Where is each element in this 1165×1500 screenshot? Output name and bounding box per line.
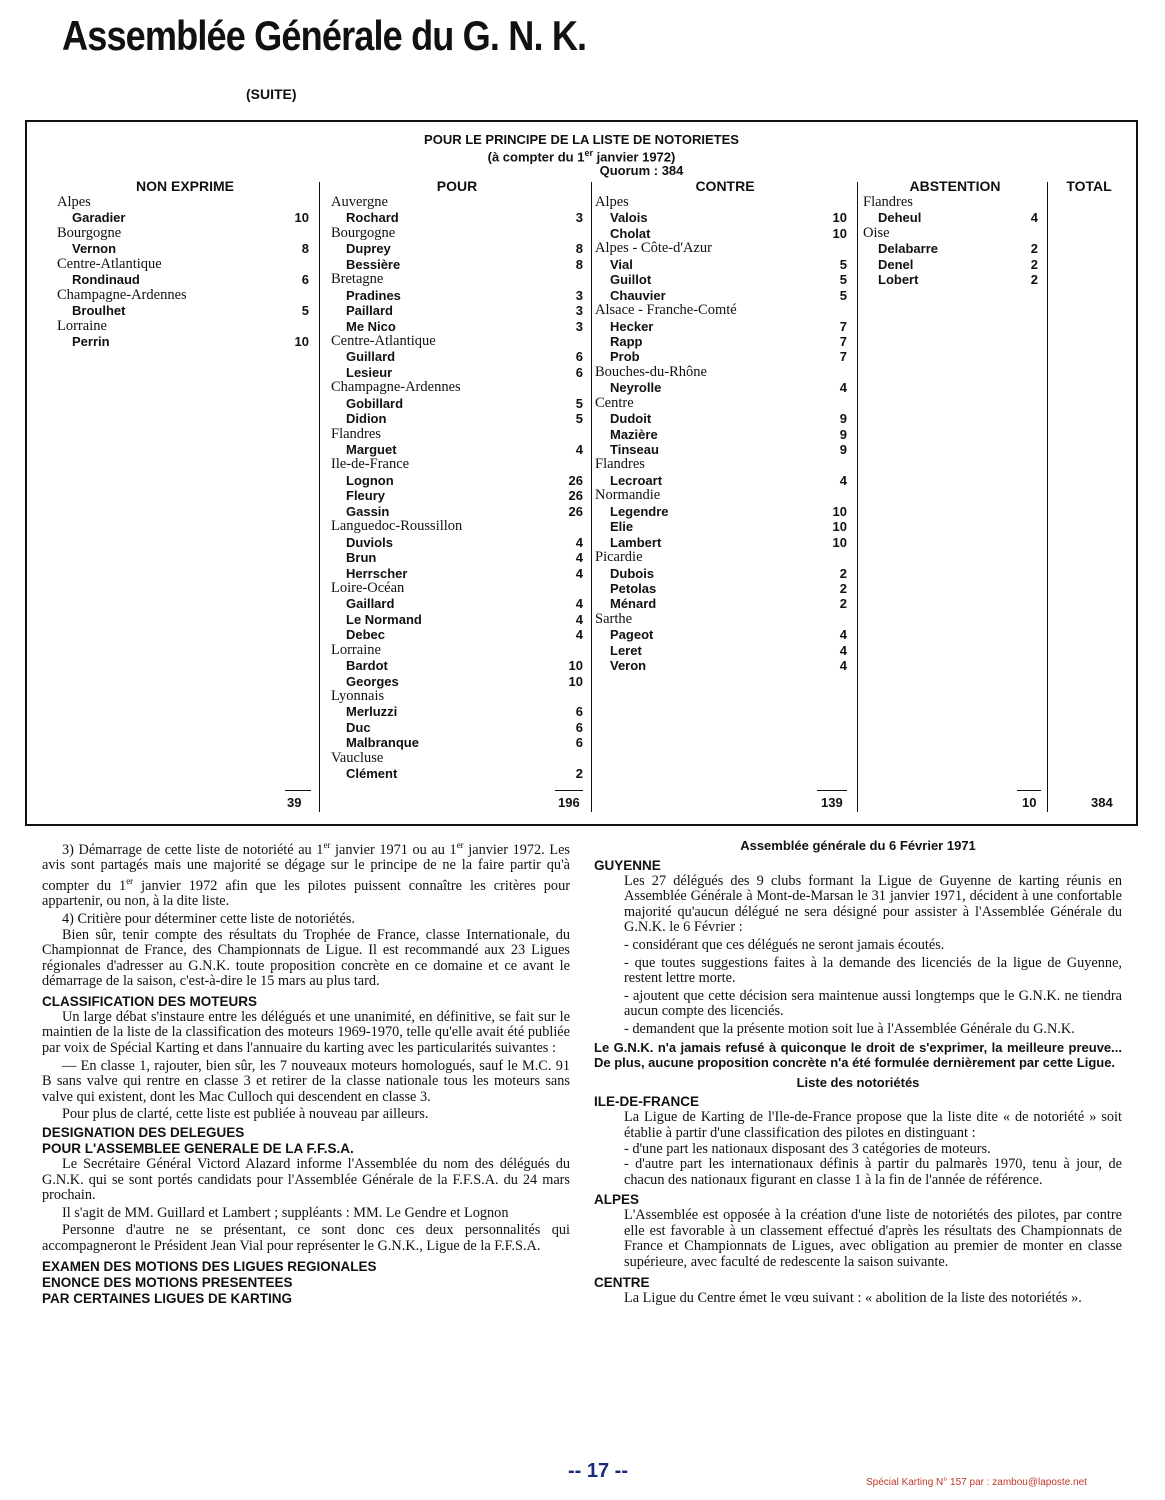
subtitle: (SUITE) (246, 86, 297, 102)
delegate-votes: 6 (301, 272, 309, 288)
delegate-votes: 3 (575, 287, 583, 303)
delegate-row (331, 612, 583, 627)
delegate-name: Debec (346, 627, 386, 643)
delegate-row (595, 226, 847, 241)
delegate-name: Duviols (346, 534, 393, 550)
league-name: Oise (863, 224, 890, 241)
paragraph: - considérant que ces délégués ne seront jamais écoutés. (624, 936, 945, 953)
delegate-votes: 5 (839, 256, 847, 272)
page-number: -- 17 -- (568, 1460, 628, 1482)
delegate-votes: 10 (294, 333, 309, 349)
delegate-row (331, 535, 583, 550)
league-name: Lyonnais (331, 688, 385, 704)
total-pour: 196 (558, 795, 580, 810)
right-column-text (594, 838, 1122, 1306)
page-title: Assemblée Générale du G. N. K. (62, 12, 587, 59)
section-heading: DESIGNATION DES DELEGUES (42, 1125, 245, 1141)
delegate-votes: 2 (839, 580, 847, 596)
delegate-name: Ménard (610, 596, 657, 612)
paragraph: 4) Critière pour déterminer cette liste de notoriétés. (62, 910, 355, 927)
league-name: Bretagne (331, 271, 384, 288)
delegate-row (595, 380, 847, 395)
delegate-votes: 9 (839, 411, 847, 427)
delegate-name: Gassin (346, 503, 390, 519)
league-name: Languedoc-Roussillon (331, 518, 463, 535)
delegate-name: Tinseau (610, 442, 659, 457)
delegate-row (331, 288, 583, 303)
league-name: Bourgogne (57, 224, 122, 241)
section-heading: PAR CERTAINES LIGUES DE KARTING (42, 1290, 293, 1306)
delegate-votes: 8 (575, 241, 583, 257)
column-abstention (863, 195, 1038, 288)
delegate-votes: 3 (575, 318, 583, 334)
delegate-row (331, 241, 583, 256)
col-header-contre: CONTRE (695, 178, 755, 194)
delegate-row (331, 504, 583, 519)
delegate-name: Veron (610, 658, 647, 674)
delegate-row (331, 735, 583, 750)
delegate-votes: 4 (1030, 210, 1038, 226)
delegate-row (331, 658, 583, 673)
delegate-votes: 2 (1030, 256, 1038, 272)
delegate-row (57, 334, 309, 349)
delegate-row (595, 319, 847, 334)
delegate-votes: 26 (568, 472, 583, 488)
league-name: Ile-de-France (331, 456, 410, 473)
delegate-votes: 9 (839, 442, 847, 457)
delegate-name: Gobillard (346, 395, 404, 411)
league-name: Auvergne (331, 194, 388, 210)
delegate-name: Gaillard (346, 596, 395, 612)
section-heading: POUR L'ASSEMBLEE GENERALE DE LA F.F.S.A. (42, 1141, 354, 1157)
delegate-row (595, 566, 847, 581)
delegate-row (595, 535, 847, 550)
delegate-name: Vernon (72, 241, 117, 257)
delegate-row (331, 210, 583, 225)
delegate-votes: 4 (575, 627, 583, 643)
delegate-name: Valois (610, 210, 648, 226)
delegate-row (331, 766, 583, 781)
column-divider (857, 182, 858, 812)
delegate-name: Leret (610, 642, 642, 658)
col-header-abstention: ABSTENTION (909, 178, 1001, 194)
league-name: Champagne-Ardennes (57, 286, 187, 303)
col-header-total: TOTAL (1066, 178, 1112, 194)
paragraph: Pour plus de clarté, cette liste est publiée à nouveau par ailleurs. (62, 1106, 429, 1123)
delegate-name: Cholat (610, 225, 651, 241)
delegate-name: Paillard (346, 303, 393, 319)
delegate-votes: 10 (294, 210, 309, 226)
delegate-row (331, 349, 583, 364)
section-title: Assemblée générale du 6 Février 1971 (740, 838, 976, 853)
delegate-name: Delabarre (878, 241, 938, 257)
col-header-pour: POUR (436, 178, 478, 194)
delegate-votes: 10 (832, 534, 847, 550)
delegate-votes: 6 (575, 349, 583, 365)
paragraph: Le G.N.K. n'a jamais refusé à quiconque le droit de s'exprimer, la meilleure preuve... De plus, aucune proposition concrète n'a été formulée dernièrement par cette Ligue. (594, 1039, 1122, 1071)
delegate-name: Deheul (878, 210, 922, 226)
delegate-votes: 8 (575, 256, 583, 272)
delegate-name: Clément (346, 766, 398, 782)
section-heading: CLASSIFICATION DES MOTEURS (42, 993, 258, 1009)
delegate-row (331, 704, 583, 719)
league-name: Bouches-du-Rhône (595, 363, 707, 380)
delegate-row (595, 627, 847, 642)
column-pour (331, 195, 583, 782)
delegate-votes: 4 (575, 596, 583, 612)
delegate-row (595, 257, 847, 272)
section-heading: ENONCE DES MOTIONS PRESENTEES (42, 1274, 293, 1290)
delegate-votes: 10 (568, 658, 583, 674)
section-heading: ALPES (594, 1192, 640, 1208)
paragraph: Le Secrétaire Général Victord Alazard informe l'Assemblée du nom des délégués du G.N.K. qui se sont portés candidats pour l'Assemblée Générale de la F.F.S.A. du 24 mars prochain. (42, 1156, 570, 1204)
paragraph: Un large débat s'instaure entre les délégués et une unanimité, en définitive, se fait sur le maintien de la liste de la classification des moteurs 1969-1970, telle qu'elle avait été publiée par voix de Spécial Karting et dans l'annuaire du karting avec les particularités suivantes : (42, 1008, 570, 1057)
delegate-row (595, 288, 847, 303)
delegate-row (331, 442, 583, 457)
league-name: Alpes (57, 194, 91, 210)
paragraph: - que toutes suggestions faites à la demande des licenciés de la ligue de Guyenne, restent lettre morte. (624, 954, 1122, 987)
delegate-votes: 10 (832, 210, 847, 226)
delegate-row (595, 272, 847, 287)
paragraph: — En classe 1, rajouter, bien sûr, les 7 nouveaux moteurs homologués, sauf le M.C. 91 B sans valve qui rentre en classe 3 et retirer de la classe nationale tous les moteurs sans valve qui existent, dont les Mac Culloch qui descendent en classe 3. (42, 1057, 570, 1105)
delegate-row (331, 566, 583, 581)
delegate-name: Rapp (610, 333, 643, 349)
delegate-votes: 26 (568, 488, 583, 504)
delegate-votes: 6 (575, 704, 583, 720)
league-name: Picardie (595, 549, 643, 566)
delegate-name: Duprey (346, 241, 391, 257)
column-contre (595, 195, 847, 674)
delegate-votes: 3 (575, 210, 583, 226)
sum-line (1017, 790, 1041, 791)
delegate-row (331, 319, 583, 334)
delegate-votes: 5 (839, 272, 847, 288)
paragraph: - ajoutent que cette décision sera maintenue aussi longtemps que le G.N.K. ne tiendra aucun compte des licenciés. (624, 987, 1122, 1020)
delegate-name: Guillot (610, 272, 652, 288)
delegate-votes: 7 (839, 349, 847, 365)
delegate-name: Me Nico (346, 318, 396, 334)
paragraph: Les 27 délégués des 9 clubs formant la Ligue de Guyenne de karting réunis en Assemblée Générale à Mont-de-Marsan le 31 janvier 1971, décident à une confortable majorité qu'aucun délégué ne sera désigné pour assister à l'Assemblée Générale du G.N.K. le 6 Février : (624, 872, 1122, 936)
credit-line: Spécial Karting N° 157 par : zambou@laposte.net (866, 1477, 1087, 1488)
delegate-row (595, 427, 847, 442)
paragraph: 3) Démarrage de cette liste de notoriété au 1er janvier 1971 ou au 1er janvier 1972. Les avis sont partagés mais une majorité se dégage sur le principe de ne la faire partir qu'à compter du 1er janvier 1972 afin que les pilotes puissent connaître les critères pour appartenir, ou non, à la dite liste. (42, 840, 570, 910)
column-divider (319, 182, 320, 812)
delegate-votes: 4 (575, 442, 583, 457)
delegate-row (57, 210, 309, 225)
league-name: Lorraine (57, 317, 107, 334)
delegate-votes: 6 (575, 735, 583, 751)
league-name: Centre (595, 394, 634, 411)
delegate-name: Elie (610, 519, 634, 535)
delegate-row (57, 303, 309, 318)
delegate-votes: 4 (575, 565, 583, 581)
column-divider (1047, 182, 1048, 812)
delegate-votes: 3 (575, 303, 583, 319)
delegate-votes: 4 (575, 611, 583, 627)
table-heading: POUR LE PRINCIPE DE LA LISTE DE NOTORIETES (424, 132, 739, 147)
league-name: Bourgogne (331, 224, 396, 241)
delegate-name: Pradines (346, 287, 401, 303)
delegate-name: Chauvier (610, 287, 666, 303)
delegate-row (595, 349, 847, 364)
delegate-row (331, 550, 583, 565)
column-non-exprime (57, 195, 309, 349)
delegate-votes: 4 (839, 658, 847, 674)
left-column-text (42, 838, 570, 1307)
delegate-name: Lobert (878, 272, 919, 288)
delegate-row (595, 596, 847, 611)
delegate-row (595, 658, 847, 673)
delegate-votes: 4 (839, 472, 847, 488)
delegate-row (595, 210, 847, 225)
delegate-row (331, 596, 583, 611)
delegate-name: Denel (878, 256, 914, 272)
paragraph: - d'une part les nationaux disposant des 3 catégories de moteurs. (624, 1140, 991, 1157)
delegate-name: Petolas (610, 580, 657, 596)
delegate-name: Lognon (346, 472, 394, 488)
delegate-row (595, 334, 847, 349)
paragraph: - demandent que la présente motion soit lue à l'Assemblée Générale du G.N.K. (624, 1020, 1075, 1037)
league-name: Lorraine (331, 641, 381, 658)
delegate-row (595, 442, 847, 457)
delegate-row (595, 643, 847, 658)
delegate-name: Rochard (346, 210, 399, 226)
delegate-row (863, 210, 1038, 225)
delegate-name: Neyrolle (610, 380, 662, 396)
delegate-name: Lecroart (610, 472, 663, 488)
delegate-name: Didion (346, 411, 387, 427)
delegate-row (595, 411, 847, 426)
delegate-name: Garadier (72, 210, 126, 226)
total-abstention: 10 (1022, 795, 1037, 810)
paragraph: Il s'agit de MM. Guillard et Lambert ; suppléants : MM. Le Gendre et Lognon (62, 1204, 509, 1221)
delegate-votes: 4 (575, 534, 583, 550)
delegate-row (331, 365, 583, 380)
delegate-name: Rondinaud (72, 272, 140, 288)
league-name: Centre-Atlantique (331, 332, 436, 349)
delegate-name: Le Normand (346, 611, 422, 627)
delegate-name: Merluzzi (346, 704, 398, 720)
delegate-name: Lesieur (346, 364, 393, 380)
league-name: Alpes - Côte-d'Azur (595, 240, 712, 257)
section-heading: ILE-DE-FRANCE (594, 1094, 699, 1110)
delegate-votes: 6 (575, 719, 583, 735)
delegate-votes: 5 (575, 411, 583, 427)
delegate-row (331, 627, 583, 642)
paragraph: Bien sûr, tenir compte des résultats du Trophée de France, classe Internationale, du Championnat de France, des Championnats de Ligue. Il est recommandé aux 23 Ligues régionales d'adresser au G.N.K. toute proposition concrète en ce domaine et ce avant le démarrage de la saison, c'est-à-dire le 15 mars au plus tard. (42, 926, 570, 990)
delegate-votes: 2 (1030, 272, 1038, 288)
delegate-votes: 2 (1030, 241, 1038, 257)
total-contre: 139 (821, 795, 843, 810)
paragraph: Personne d'autre ne se présentant, ce sont donc ces deux personnalités qui accompagneront le Président Jean Vial pour représenter le G.N.K., Ligue de la F.F.S.A. (42, 1222, 570, 1254)
league-name: Alpes (595, 194, 629, 210)
delegate-votes: 7 (839, 333, 847, 349)
paragraph: - d'autre part les internationaux définis à partir du palmarès 1970, tenu à jour, de chacun des nationaux figurant en classe 1 à la fin de l'année de référence. (624, 1156, 1122, 1188)
delegate-row (595, 473, 847, 488)
delegate-row (595, 581, 847, 596)
league-name: Normandie (595, 487, 661, 504)
paragraph: La Ligue du Centre émet le vœu suivant : « abolition de la liste des notoriétés ». (624, 1289, 1082, 1306)
delegate-name: Dubois (610, 565, 655, 581)
delegate-name: Malbranque (346, 735, 419, 751)
delegate-name: Fleury (346, 488, 386, 504)
delegate-votes: 4 (839, 642, 847, 658)
col-header-non-exprime: NON EXPRIME (135, 178, 234, 194)
delegate-votes: 2 (839, 565, 847, 581)
delegate-votes: 10 (832, 519, 847, 535)
delegate-row (331, 720, 583, 735)
league-name: Champagne-Ardennes (331, 379, 461, 396)
delegate-row (57, 272, 309, 287)
delegate-row (863, 257, 1038, 272)
delegate-name: Dudoit (610, 411, 652, 427)
delegate-votes: 26 (568, 503, 583, 519)
delegate-name: Legendre (610, 503, 669, 519)
league-name: Flandres (331, 425, 381, 442)
delegate-name: Pageot (610, 627, 654, 643)
delegate-votes: 5 (839, 287, 847, 303)
delegate-votes: 10 (568, 673, 583, 689)
delegate-row (57, 241, 309, 256)
delegate-row (863, 241, 1038, 256)
delegate-row (331, 488, 583, 503)
section-heading: CENTRE (594, 1274, 650, 1290)
delegate-name: Prob (610, 349, 640, 365)
delegate-votes: 4 (839, 627, 847, 643)
delegate-row (331, 411, 583, 426)
league-name: Alsace - Franche-Comté (595, 302, 737, 319)
sum-line (817, 790, 847, 791)
league-name: Centre-Atlantique (57, 255, 162, 272)
delegate-votes: 7 (839, 318, 847, 334)
delegate-votes: 9 (839, 426, 847, 442)
delegate-votes: 4 (839, 380, 847, 396)
delegate-votes: 6 (575, 364, 583, 380)
delegate-row (331, 674, 583, 689)
delegate-votes: 2 (575, 766, 583, 782)
delegate-row (595, 519, 847, 534)
delegate-name: Bardot (346, 658, 388, 674)
delegate-name: Duc (346, 719, 371, 735)
league-name: Loire-Océan (331, 579, 405, 596)
total-overall: 384 (1091, 795, 1113, 810)
league-name: Flandres (595, 456, 645, 473)
delegate-votes: 4 (575, 550, 583, 566)
sum-line (285, 790, 311, 791)
table-subheading: (à compter du 1er janvier 1972) (487, 148, 676, 165)
delegate-votes: 10 (832, 503, 847, 519)
delegate-votes: 10 (832, 225, 847, 241)
delegate-votes: 5 (575, 395, 583, 411)
delegate-name: Georges (346, 673, 399, 689)
delegate-name: Brun (346, 550, 377, 566)
delegate-name: Hecker (610, 318, 654, 334)
vote-table (25, 120, 1138, 826)
delegate-row (331, 303, 583, 318)
total-non-exprime: 39 (287, 795, 302, 810)
delegate-name: Guillard (346, 349, 396, 365)
delegate-votes: 5 (301, 303, 309, 319)
delegate-name: Marguet (346, 442, 397, 457)
delegate-votes: 2 (839, 596, 847, 612)
sum-line (555, 790, 583, 791)
section-heading: GUYENNE (594, 857, 661, 873)
delegate-row (331, 257, 583, 272)
section-heading: EXAMEN DES MOTIONS DES LIGUES REGIONALES (42, 1258, 377, 1274)
delegate-row (331, 396, 583, 411)
delegate-name: Herrscher (346, 565, 408, 581)
delegate-name: Mazière (610, 426, 658, 442)
section-title: Liste des notoriétés (796, 1074, 920, 1090)
delegate-name: Vial (610, 256, 633, 272)
league-name: Flandres (863, 194, 913, 210)
delegate-name: Lambert (610, 534, 662, 550)
delegate-name: Broulhet (72, 303, 126, 319)
paragraph: La Ligue de Karting de l'Ile-de-France propose que la liste dite « de notoriété » soit établie à partir d'une classification des pilotes en distinguant : (624, 1109, 1122, 1141)
column-divider (591, 182, 592, 812)
delegate-row (595, 504, 847, 519)
delegate-name: Bessière (346, 256, 401, 272)
league-name: Vaucluse (331, 749, 384, 766)
delegate-name: Perrin (72, 333, 110, 349)
delegate-votes: 8 (301, 241, 309, 257)
delegate-row (863, 272, 1038, 287)
delegate-row (331, 473, 583, 488)
league-name: Sarthe (595, 610, 633, 627)
table-quorum: Quorum : 384 (599, 163, 684, 178)
paragraph: L'Assemblée est opposée à la création d'une liste de notoriétés des pilotes, par contre elle est favorable à un classement effectué d'après les résultats des Championnats de France et Championnats de Ligues, avec obligation au premier de monter en classe supérieure, avec faculté de redescente la saison suivante. (624, 1207, 1122, 1271)
